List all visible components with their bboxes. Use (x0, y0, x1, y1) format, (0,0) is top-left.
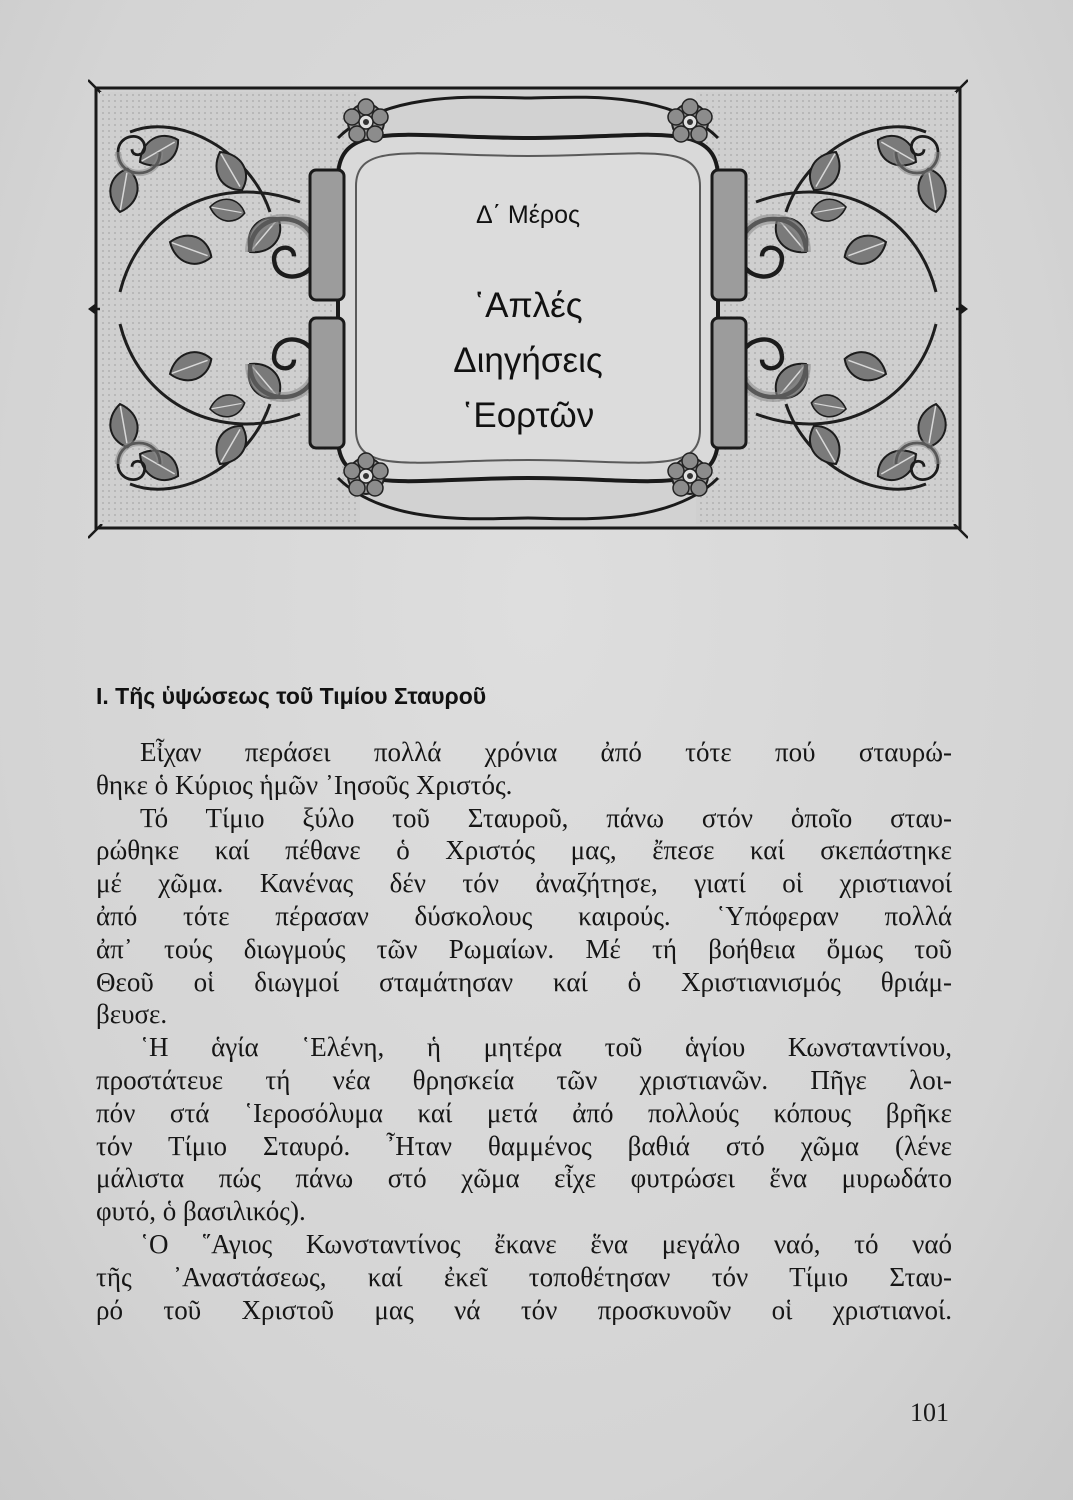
text-line: ρό τοῦ Χριστοῦ μας νά τόν προσκυνοῦν οἱ χριστιανοί. (96, 1294, 952, 1325)
text-line: Θεοῦ οἱ διωγμοί σταμάτησαν καί ὁ Χριστιανισμός θριάμ- (96, 966, 952, 997)
title-line-1: ῾Απλές (473, 286, 583, 325)
text-line: τόν Τίμιο Σταυρό. ῏Ηταν θαμμένος βαθιά στό χῶμα (λένε (96, 1130, 952, 1161)
text-line: ῾Ο ῞Αγιος Κωνσταντίνος ἔκανε ἕνα μεγάλο ναό, τό ναό (140, 1228, 952, 1259)
section-title (88, 278, 968, 443)
page-number: 101 (910, 1398, 949, 1427)
ornamental-header-banner (88, 78, 968, 540)
text-line: πόν στά ῾Ιεροσόλυμα καί μετά ἀπό πολλούς κόπους βρῆκε (96, 1097, 952, 1128)
text-line: προστάτευε τή νέα θρησκεία τῶν χριστιανῶν. Πῆγε λοι- (96, 1064, 952, 1095)
text-line: Τό Τίμιο ξύλο τοῦ Σταυροῦ, πάνω στόν ὁποῖο σταυ- (140, 802, 952, 833)
text-line: ῾Η ἁγία ῾Ελένη, ἡ μητέρα τοῦ ἁγίου Κωνσταντίνου, (140, 1032, 952, 1063)
text-line: μάλιστα πώς πάνω στό χῶμα εἶχε φυτρώσει ἕνα μυρωδάτο (96, 1163, 952, 1194)
text-line: Εἶχαν περάσει πολλά χρόνια ἀπό τότε πού σταυρώ- (140, 737, 952, 767)
text-line: βευσε. (96, 999, 168, 1030)
text-line: θηκε ὁ Κύριος ἡμῶν ᾿Ιησοῦς Χριστός. (96, 769, 513, 800)
text-line: φυτό, ὁ βασιλικός). (96, 1196, 306, 1227)
title-line-2: Διηγήσεις (453, 341, 603, 380)
text-line: τῆς ᾿Αναστάσεως, καί ἐκεῖ τοποθέτησαν τόν Τίμιο Σταυ- (96, 1261, 952, 1292)
text-line: ἀπ᾿ τούς διωγμούς τῶν Ρωμαίων. Μέ τή βοήθεια ὅμως τοῦ (96, 933, 952, 964)
text-line: μέ χῶμα. Κανένας δέν τόν ἀναζήτησε, γιατί οἱ χριστιανοί (96, 868, 952, 899)
title-line-3: ῾Εορτῶν (461, 396, 595, 435)
part-label: Δ΄ Μέρος (475, 201, 581, 229)
chapter-heading: Ι. Τῆς ὑψώσεως τοῦ Τιμίου Σταυροῦ (96, 683, 487, 709)
text-line: ἀπό τότε πέρασαν δύσκολους καιρούς. ῾Υπόφεραν πολλά (96, 900, 952, 931)
chapter-body (96, 736, 952, 1326)
text-line: ρώθηκε καί πέθανε ὁ Χριστός μας, ἔπεσε καί σκεπάστηκε (96, 835, 952, 866)
